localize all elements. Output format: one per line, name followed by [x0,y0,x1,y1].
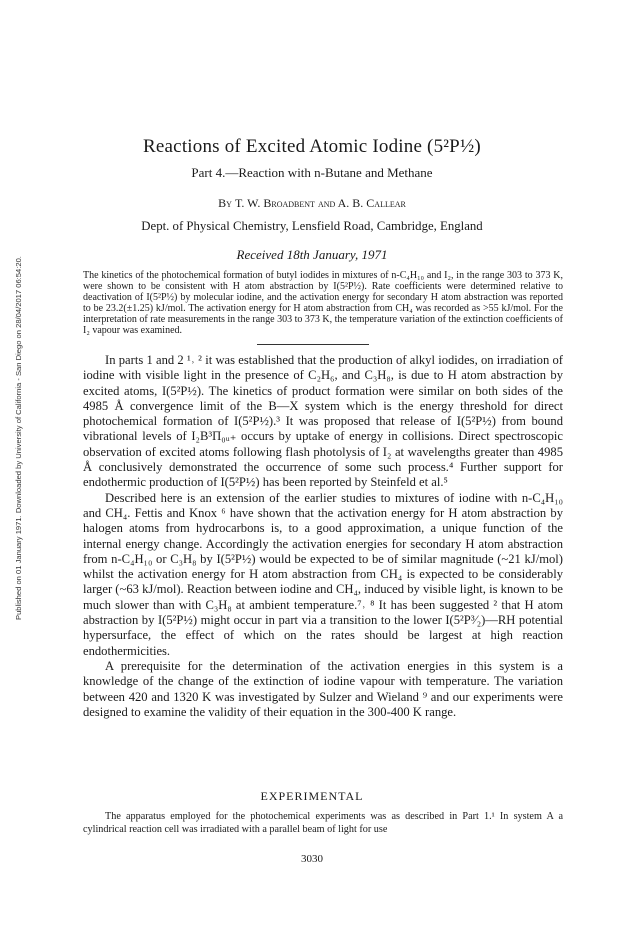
authors: T. W. Broadbent and A. B. Callear [234,196,406,210]
affiliation: Dept. of Physical Chemistry, Lensfield Road, Cambridge, England [141,219,483,233]
body-paragraph-2: Described here is an extension of the earlier studies to mixtures of iodine with n-C₄H₁₀ and CH₄. Fettis and Knox ⁶ have shown that the activation energy for H atom abstraction by halogen atoms from hydrocarbons is, to a good approximation, a unique function of the internal energy change. Accordingly the activation energies for secondary H atom abstraction from n-C₄H₁₀ or C₃H₈ by I(5²P½) would be expected to be of similar magnitude (~21 kJ/mol) whilst the activation energy for H atom abstraction from CH₄ is expected to be considerably larger (~63 kJ/mol). Reaction between iodine and CH₄, induced by visible light, is known to be much slower than with C₃H₈ at ambient temperature.⁷˒ ⁸ It has been suggested ² that H atom abstraction by I(5²P½) might occur in part via a transition to the lower I(5²P³⁄₂)—RH potential hypersurface, the effect of which on the rates should be largest at high reaction endothermicities. [83,490,563,658]
received-date: Received 18th January, 1971 [236,247,388,262]
page-number: 3030 [301,853,323,865]
body-paragraph-1: In parts 1 and 2 ¹˒ ² it was established that the production of alkyl iodides, on irradiation of iodine with visible light in the presence of C₂H₆, and C₃H₈, is due to H atom abstraction by excited atoms, I(5²P½). The kinetics of product formation were similar on both sides of the 4985 Å convergence limit of the B—X system which is the energy threshold for direct photochemical formation of I(5²P½).³ It was proposed that release of I(5²P½) from bound vibrational levels of I₂B³Π₀ᵤ₊ occurs by uptake of energy in collisions. Direct spectroscopic observation of excited atoms following flash photolysis of I₂ at wavelengths greater than 4985 Å conclusively demonstrated the occurrence of some such process.⁴ Further support for endothermic production of I(5²P½) has been reported by Steinfeld et al.⁵ [83,353,563,490]
body-text [83,353,563,720]
experimental-paragraph: The apparatus employed for the photochemical experiments was as described in Part 1.¹ In system A a cylindrical reaction cell was irradiated with a parallel beam of light for use [83,811,563,836]
abstract-divider [257,344,369,345]
author-line [0,196,624,211]
experimental-text [83,810,563,837]
section-heading-experimental: EXPERIMENTAL [260,789,364,803]
article-subtitle: Part 4.—Reaction with n-Butane and Methane [191,165,433,180]
by-label: By [218,196,232,210]
body-paragraph-3: A prerequisite for the determination of the activation energies in this system is a knowledge of the change of the extinction of iodine vapour with temperature. The variation between 420 and 1320 K was investigated by Sulzer and Wieland ⁹ and our experiments were designed to examine the validity of their equation in the 300-400 K range. [83,658,563,719]
abstract: The kinetics of the photochemical formation of butyl iodides in mixtures of n-C₄H₁₀ and I₂, in the range 303 to 373 K, were shown to be consistent with H atom abstraction by I(5²P½). Rate coefficients were determined relative to deactivation of I(5²P½) by molecular iodine, and the activation energy for secondary H atom abstraction was reported to be 23.2(±1.25) kJ/mol. The activation energy for H atom abstraction from CH₄ was recorded as >55 kJ/mol. For the interpretation of rate measurements in the range 303 to 373 K, the temperature variation of the extinction coefficients of I₂ vapour was examined. [83,270,563,337]
article-title: Reactions of Excited Atomic Iodine (5²P½) [143,136,481,157]
download-notice: Published on 01 January 1971. Downloaded by University of California - San Diego on 28/04/2017 06:54:20. [14,256,23,620]
